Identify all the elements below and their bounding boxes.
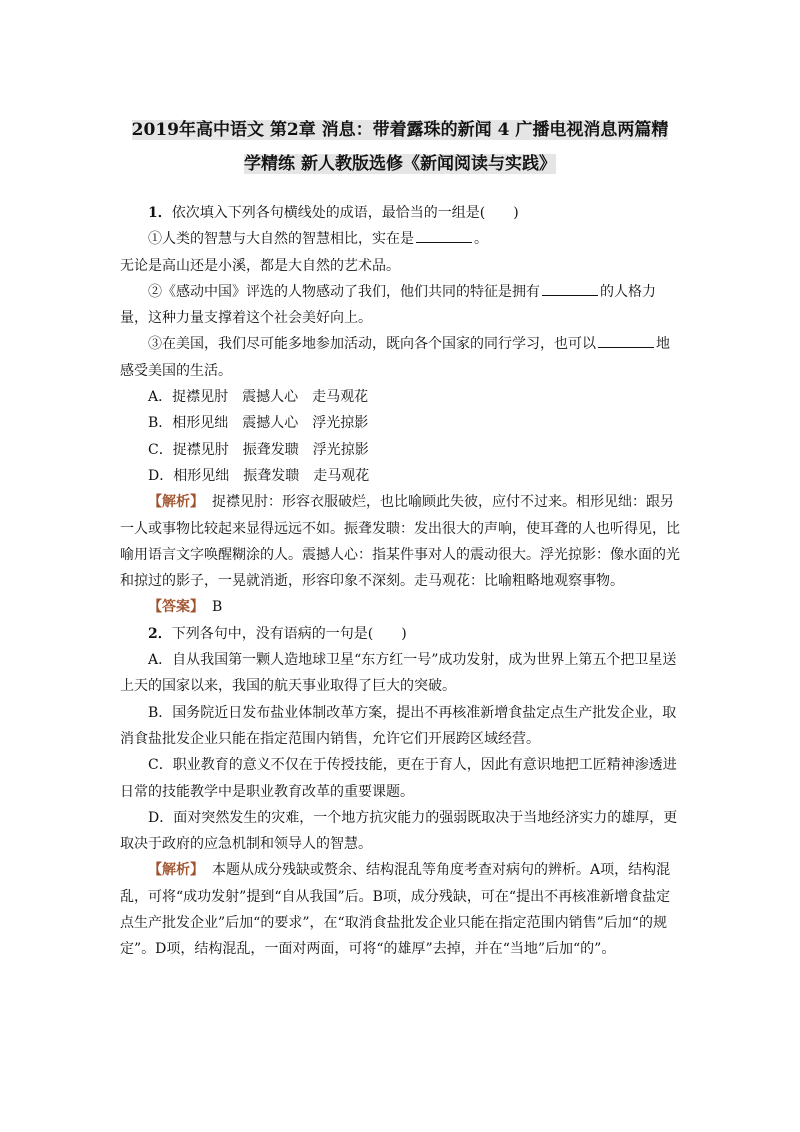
document-title	[100, 113, 700, 181]
document-body	[120, 200, 680, 963]
q1-option-d: D．相形见绌 振聋发聩 走马观花	[148, 467, 370, 484]
q1-sentence-1-cont: 无论是高山还是小溪，都是大自然的艺术品。	[120, 257, 400, 274]
q1-stem: 1．依次填入下列各句横线处的成语，最恰当的一组是( )	[148, 205, 519, 221]
q1-answer	[120, 594, 680, 620]
q1-sentence-1: ①人类的智慧与大自然的智慧相比，实在是 。	[120, 226, 680, 252]
analysis-tag: 【解析】	[148, 862, 204, 879]
fill-blank	[542, 281, 598, 296]
q1-option-a: A．捉襟见肘 震撼人心 走马观花	[148, 389, 369, 406]
q1-sentence-2: ②《感动中国》评选的人物感动了我们，他们共同的特征是拥有 的人格力量，这种力量支撑着这个社会美好向上。	[120, 279, 680, 332]
fill-blank	[598, 333, 654, 348]
q2-option-c: C．职业教育的意义不仅在于传授技能，更在于育人，因此有意识地把工匠精神渗透进日常的技能教学中是职业教育改革的重要课题。	[120, 757, 677, 800]
q2-number: 2．	[148, 625, 172, 642]
q2-option-a: A．自从我国第一颗人造地球卫星“东方红一号”成功发射，成为世界上第五个把卫星送上天的国家以来，我国的航天事业取得了巨大的突破。	[120, 652, 677, 695]
answer-value: B	[212, 599, 223, 616]
title-line-1: 2019年高中语文 第2章 消息：带着露珠的新闻 4 广播电视消息两篇精	[131, 120, 669, 140]
q1-analysis: 【解析】 捉襟见肘：形容衣服破烂，也比喻顾此失彼，应付不过来。相形见绌：跟另一人或事物比较起来显得远远不如。振聋发聩：发出很大的声响，使耳聋的人也听得见，比喻用语言文字唤醒糊涂的人。震撼人心：指某件事对人的震动很大。浮光掠影：像水面的光和掠过的影子，一晃就消逝，形容印象不深刻。走马观花：比喻粗略地观察事物。	[120, 494, 680, 590]
q2-stem: 2．下列各句中，没有语病的一句是( )	[148, 625, 407, 642]
q2-analysis: 【解析】 本题从成分残缺或赘余、结构混乱等角度考查对病句的辨析。A项，结构混乱，可将“成功发射”提到“自从我国”后。B项，成分残缺，可在“提出不再核准新增食盐定点生产批发企业”后加“的要求”，在“取消食盐批发企业只能在指定范围内销售”后加“的规定”。D项，结构混乱，一面对两面，可将“的雄厚”去掉，并在“当地”后加“的”。	[120, 862, 671, 958]
analysis-tag: 【解析】	[148, 494, 204, 511]
q2-option-b: B．国务院近日发布盐业体制改革方案，提出不再核准新增食盐定点生产批发企业，取消食盐批发企业只能在指定范围内销售，允许它们开展跨区域经营。	[120, 704, 677, 747]
fill-blank	[416, 228, 472, 243]
title-line-2: 学精练 新人教版选修《新闻阅读与实践》	[244, 154, 556, 174]
answer-tag: 【答案】	[148, 599, 204, 616]
q1-number: 1．	[148, 205, 172, 221]
q1-sentence-3: ③在美国，我们尽可能多地参加活动，既向各个国家的同行学习，也可以 地感受美国的生活。	[120, 331, 680, 384]
q1-option-c: C．捉襟见肘 振聋发聩 浮光掠影	[148, 441, 369, 458]
q2-option-d: D．面对突然发生的灾难，一个地方抗灾能力的强弱既取决于当地经济实力的雄厚，更取决于政府的应急机制和领导人的智慧。	[120, 809, 678, 853]
q1-option-b: B．相形见绌 震撼人心 浮光掠影	[148, 415, 369, 432]
